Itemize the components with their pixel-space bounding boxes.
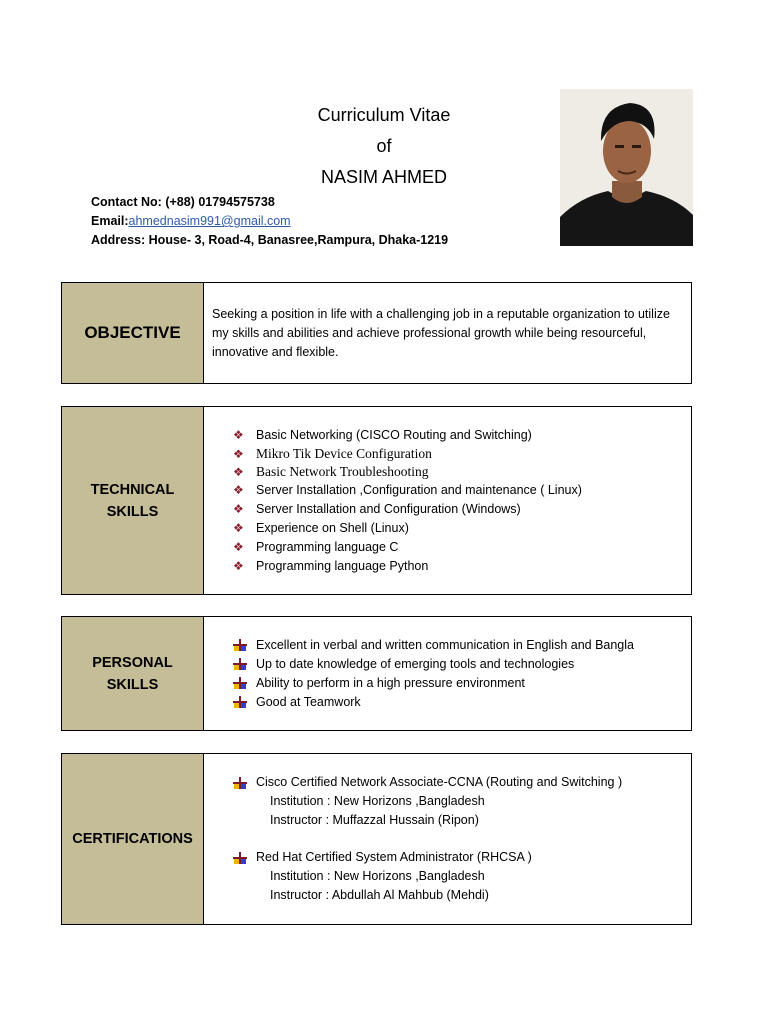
email-link[interactable]: ahmednasim991@gmail.com bbox=[128, 214, 291, 228]
list-item: Good at Teamwork bbox=[233, 693, 683, 712]
list-item: ❖ Server Installation and Configuration (Windows) bbox=[233, 500, 683, 519]
flag-bullet-icon bbox=[233, 696, 247, 708]
personal-skills-section bbox=[61, 616, 692, 731]
contact-address: Address: House- 3, Road-4, Banasree,Rampura, Dhaka-1219 bbox=[91, 233, 449, 247]
flag-bullet-icon bbox=[233, 677, 247, 689]
objective-label: OBJECTIVE bbox=[62, 283, 204, 383]
certifications-label: CERTIFICATIONS bbox=[62, 754, 204, 924]
certification-item bbox=[212, 773, 683, 830]
certification-instructor: Instructor : Abdullah Al Mahbub (Mehdi) bbox=[270, 888, 489, 902]
personal-skills-list bbox=[212, 636, 683, 712]
title-line-1: Curriculum Vitae bbox=[317, 105, 451, 125]
certifications-section bbox=[61, 753, 692, 925]
list-item: Ability to perform in a high pressure environment bbox=[233, 674, 683, 693]
flag-bullet-icon bbox=[233, 658, 247, 670]
list-item: Excellent in verbal and written communication in English and Bangla bbox=[233, 636, 683, 655]
diamond-bullet-icon: ❖ bbox=[233, 558, 244, 573]
list-item: ❖ Programming language Python bbox=[233, 557, 683, 576]
list-item: Up to date knowledge of emerging tools and technologies bbox=[233, 655, 683, 674]
certification-instructor: Instructor : Muffazzal Hussain (Ripon) bbox=[270, 813, 479, 827]
list-item: ❖ Basic Networking (CISCO Routing and Switching) bbox=[233, 426, 683, 445]
candidate-name: NASIM AHMED bbox=[320, 167, 448, 187]
technical-skills-section bbox=[61, 406, 692, 595]
contact-number: Contact No: (+88) 01794575738 bbox=[91, 195, 275, 209]
title-line-2: of bbox=[376, 136, 392, 156]
list-item: ❖ Mikro Tik Device Configuration bbox=[233, 445, 432, 461]
diamond-bullet-icon: ❖ bbox=[233, 446, 244, 461]
flag-bullet-icon bbox=[233, 852, 247, 864]
certification-title: Cisco Certified Network Associate-CCNA (Routing and Switching ) bbox=[256, 775, 623, 789]
certification-item bbox=[212, 848, 683, 905]
profile-photo bbox=[560, 89, 693, 246]
diamond-bullet-icon: ❖ bbox=[233, 520, 244, 535]
flag-bullet-icon bbox=[233, 777, 247, 789]
certification-institution: Institution : New Horizons ,Bangladesh bbox=[270, 794, 485, 808]
diamond-bullet-icon: ❖ bbox=[233, 501, 244, 516]
personal-skills-label: PERSONAL SKILLS bbox=[62, 617, 204, 730]
technical-skills-label: TECHNICAL SKILLS bbox=[62, 407, 204, 594]
contact-email: Email:ahmednasim991@gmail.com bbox=[91, 214, 291, 228]
diamond-bullet-icon: ❖ bbox=[233, 482, 244, 497]
objective-text: Seeking a position in life with a challenging job in a reputable organization to utilize my skills and abilities and achieve professional growth while being resourceful, innovative and flexible. bbox=[212, 306, 670, 359]
list-item: ❖ Server Installation ,Configuration and maintenance ( Linux) bbox=[233, 481, 683, 500]
diamond-bullet-icon: ❖ bbox=[233, 427, 244, 442]
list-item: ❖ Programming language C bbox=[233, 538, 683, 557]
certification-title: Red Hat Certified System Administrator (RHCSA ) bbox=[256, 850, 532, 864]
list-item: ❖ Basic Network Troubleshooting bbox=[233, 463, 429, 479]
diamond-bullet-icon: ❖ bbox=[233, 539, 244, 554]
objective-section bbox=[61, 282, 692, 384]
diamond-bullet-icon: ❖ bbox=[233, 464, 244, 479]
technical-skills-list bbox=[212, 426, 683, 576]
flag-bullet-icon bbox=[233, 639, 247, 651]
contact-info bbox=[91, 193, 448, 250]
list-item: ❖ Experience on Shell (Linux) bbox=[233, 519, 683, 538]
certification-institution: Institution : New Horizons ,Bangladesh bbox=[270, 869, 485, 883]
